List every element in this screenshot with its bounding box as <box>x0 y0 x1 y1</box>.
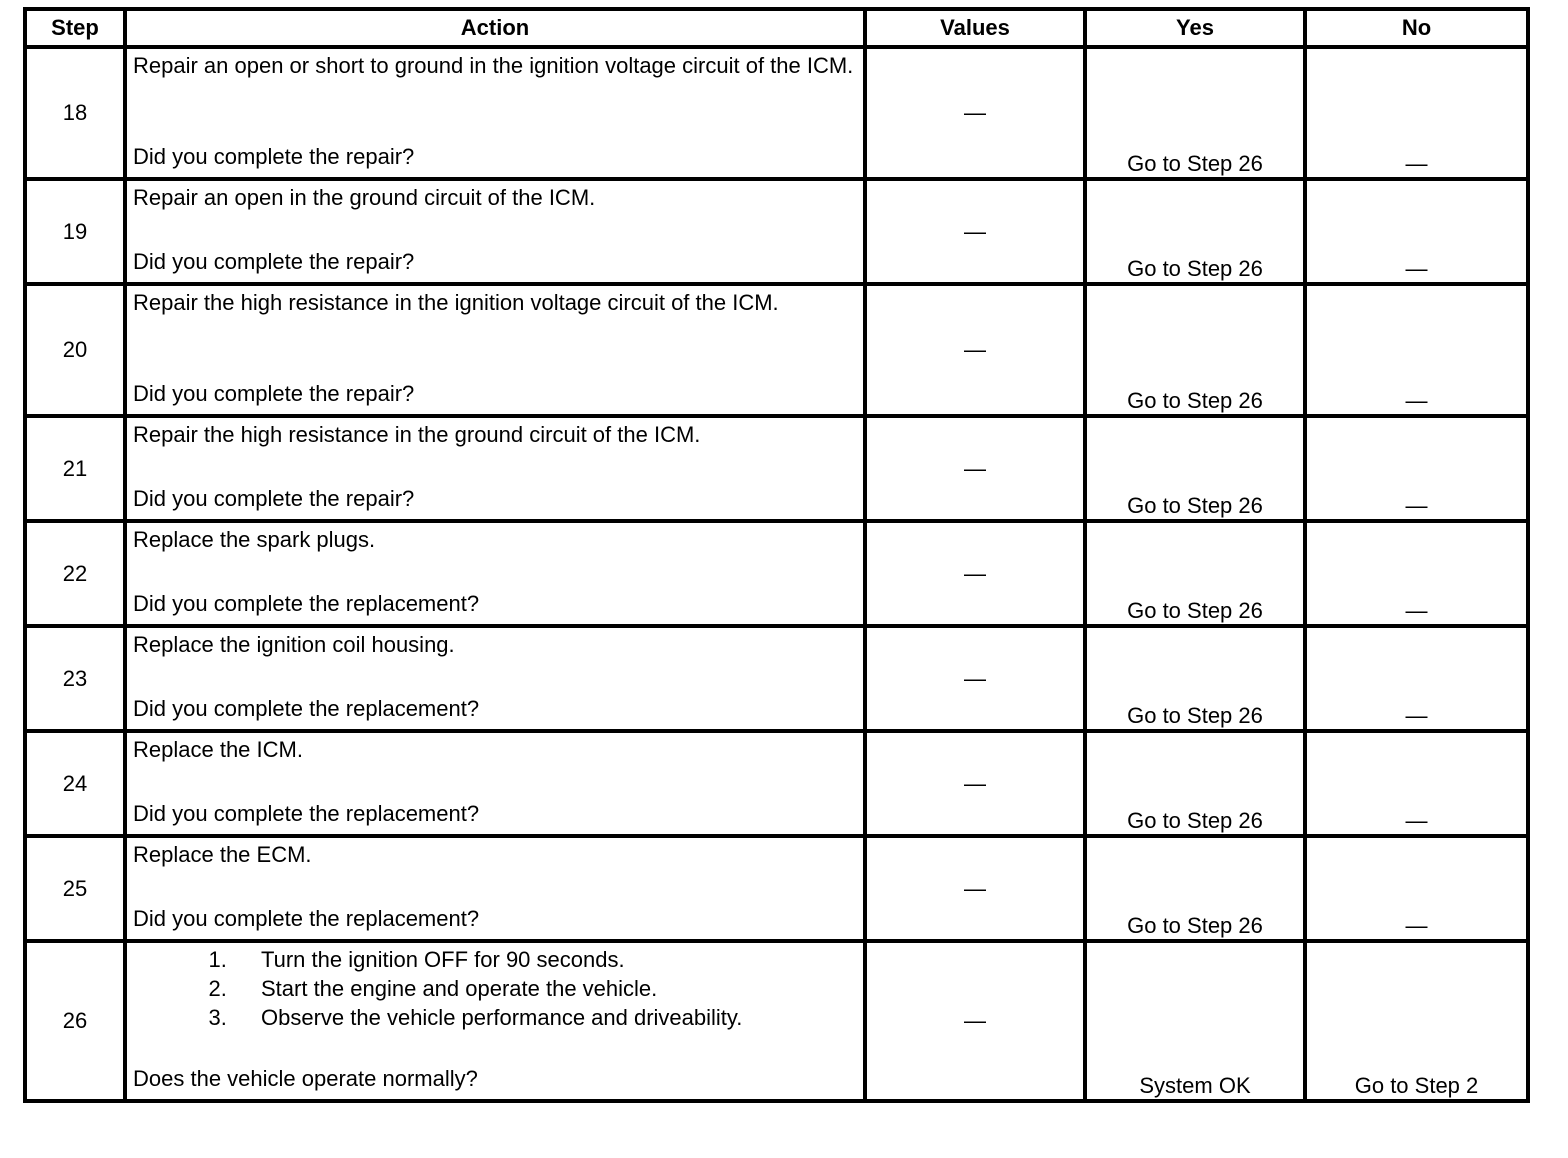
header-yes: Yes <box>1085 9 1305 47</box>
action-cell <box>125 179 865 284</box>
values-cell: — <box>865 416 1085 521</box>
action-question: Did you complete the repair? <box>133 249 415 274</box>
table-row <box>25 179 1528 284</box>
header-step: Step <box>25 9 125 47</box>
step-number: 23 <box>25 626 125 731</box>
yes-cell: Go to Step 26 <box>1085 836 1305 941</box>
no-cell: — <box>1305 626 1528 731</box>
action-question: Did you complete the repair? <box>133 486 415 511</box>
action-question: Did you complete the replacement? <box>133 591 480 616</box>
table-row <box>25 47 1528 179</box>
no-cell: — <box>1305 47 1528 179</box>
no-cell: — <box>1305 179 1528 284</box>
action-instruction: Replace the spark plugs. <box>133 527 376 552</box>
header-no: No <box>1305 9 1528 47</box>
action-cell <box>125 626 865 731</box>
table-header-row <box>25 9 1528 47</box>
action-question: Did you complete the replacement? <box>133 801 480 826</box>
yes-cell: System OK <box>1085 941 1305 1101</box>
table-row <box>25 836 1528 941</box>
yes-cell: Go to Step 26 <box>1085 179 1305 284</box>
header-action: Action <box>125 9 865 47</box>
yes-cell: Go to Step 26 <box>1085 731 1305 836</box>
action-cell <box>125 521 865 626</box>
values-cell: — <box>865 47 1085 179</box>
yes-cell: Go to Step 26 <box>1085 47 1305 179</box>
table-row <box>25 521 1528 626</box>
yes-cell: Go to Step 26 <box>1085 284 1305 416</box>
action-cell <box>125 47 865 179</box>
header-values: Values <box>865 9 1085 47</box>
no-cell: — <box>1305 836 1528 941</box>
action-cell <box>125 731 865 836</box>
step-number: 22 <box>25 521 125 626</box>
step-number: 25 <box>25 836 125 941</box>
step-number: 18 <box>25 47 125 179</box>
action-question: Did you complete the replacement? <box>133 696 480 721</box>
action-instruction: Repair an open or short to ground in the ignition voltage circuit of the ICM. <box>133 53 854 78</box>
yes-cell: Go to Step 26 <box>1085 521 1305 626</box>
no-cell: — <box>1305 521 1528 626</box>
yes-cell: Go to Step 26 <box>1085 416 1305 521</box>
list-item: 1. Turn the ignition OFF for 90 seconds. <box>233 945 857 974</box>
action-question: Does the vehicle operate normally? <box>133 1066 478 1091</box>
list-item: 3. Observe the vehicle performance and driveability. <box>233 1003 857 1032</box>
action-instruction: Repair the high resistance in the ignition voltage circuit of the ICM. <box>133 290 779 315</box>
no-cell: Go to Step 2 <box>1305 941 1528 1101</box>
yes-cell: Go to Step 26 <box>1085 626 1305 731</box>
values-cell: — <box>865 941 1085 1101</box>
action-instruction: Replace the ICM. <box>133 737 303 762</box>
step-number: 20 <box>25 284 125 416</box>
no-cell: — <box>1305 731 1528 836</box>
table-row <box>25 731 1528 836</box>
no-cell: — <box>1305 416 1528 521</box>
values-cell: — <box>865 284 1085 416</box>
values-cell: — <box>865 731 1085 836</box>
values-cell: — <box>865 626 1085 731</box>
action-question: Did you complete the replacement? <box>133 906 480 931</box>
list-item: 2. Start the engine and operate the vehicle. <box>233 974 857 1003</box>
action-cell <box>125 416 865 521</box>
no-cell: — <box>1305 284 1528 416</box>
table-row <box>25 416 1528 521</box>
action-cell <box>125 284 865 416</box>
step-number: 19 <box>25 179 125 284</box>
step-number: 26 <box>25 941 125 1101</box>
action-instruction: Repair the high resistance in the ground circuit of the ICM. <box>133 422 701 447</box>
diagnostic-procedure-table <box>23 7 1530 1103</box>
action-cell <box>125 836 865 941</box>
step-number: 21 <box>25 416 125 521</box>
action-cell <box>125 941 865 1101</box>
values-cell: — <box>865 179 1085 284</box>
values-cell: — <box>865 521 1085 626</box>
table-row <box>25 941 1528 1101</box>
action-instruction: Replace the ignition coil housing. <box>133 632 455 657</box>
action-steps-list <box>133 945 857 1032</box>
action-instruction: Repair an open in the ground circuit of the ICM. <box>133 185 596 210</box>
action-instruction: Replace the ECM. <box>133 842 312 867</box>
action-question: Did you complete the repair? <box>133 144 415 169</box>
values-cell: — <box>865 836 1085 941</box>
table-row <box>25 284 1528 416</box>
action-question: Did you complete the repair? <box>133 381 415 406</box>
table-row <box>25 626 1528 731</box>
step-number: 24 <box>25 731 125 836</box>
